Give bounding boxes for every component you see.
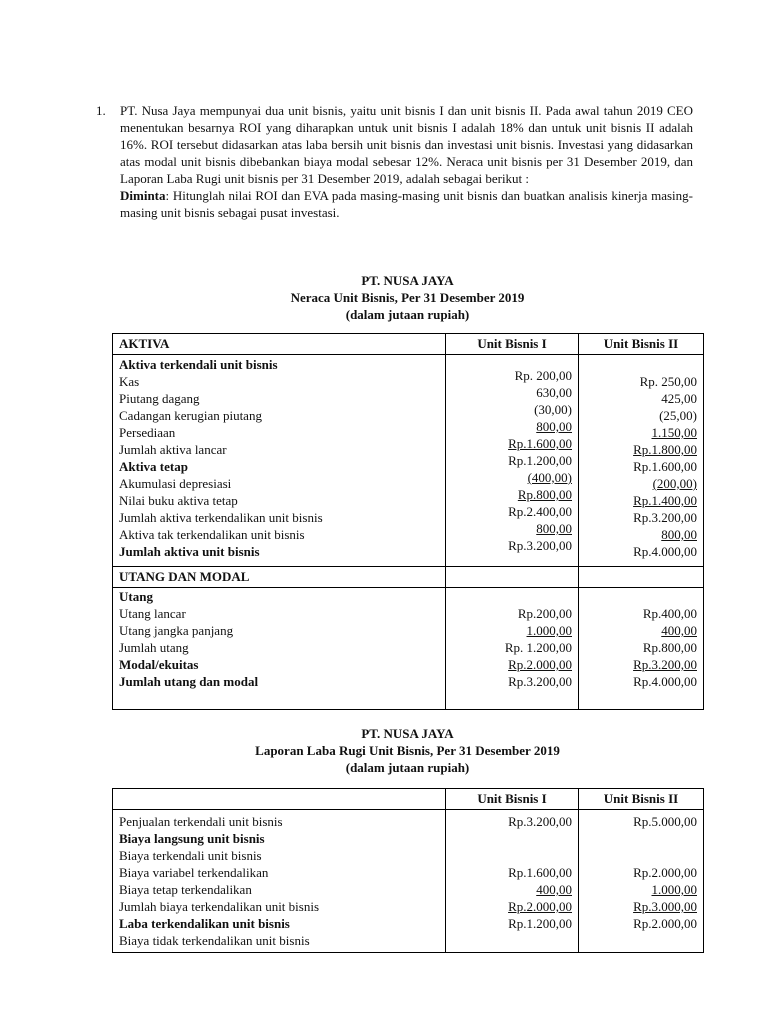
income-value-unit1 (446, 847, 578, 864)
diminta-label: Diminta (120, 188, 166, 203)
balance-sheet-title: Neraca Unit Bisnis, Per 31 Desember 2019 (290, 290, 525, 305)
balance-sheet-unit-note: (dalam jutaan rupiah) (345, 307, 470, 322)
diminta-text: : Hitunglah nilai ROI dan EVA pada masing-masing unit bisnis dan buatkan analisis kinerja masing-masing unit bisnis sebagai pusat investasi. (120, 188, 693, 220)
asset-label: Kas (119, 374, 140, 389)
liability-value-unit2: 400,00 (661, 623, 697, 638)
asset-label: Cadangan kerugian piutang (119, 408, 262, 423)
asset-label: Piutang dagang (119, 391, 200, 406)
col-header-unit2: Unit Bisnis II (579, 789, 704, 810)
income-value-unit2: Rp.2.000,00 (633, 865, 697, 880)
liabilities-header-row (113, 567, 704, 588)
liability-label: Modal/ekuitas (119, 657, 199, 672)
asset-value-unit2: Rp. 250,00 (639, 374, 697, 389)
asset-label: Nilai buku aktiva tetap (119, 493, 238, 508)
asset-label: Jumlah aktiva unit bisnis (119, 544, 260, 559)
liabilities-header: UTANG DAN MODAL (113, 567, 446, 588)
income-label: Biaya terkendali unit bisnis (119, 848, 262, 863)
income-value-unit1 (446, 932, 578, 949)
income-statement-title: Laporan Laba Rugi Unit Bisnis, Per 31 Desember 2019 (255, 743, 560, 758)
income-label: Biaya tetap terkendalikan (119, 882, 252, 897)
asset-value-unit2: (25,00) (659, 408, 697, 423)
liability-value-unit1: Rp.2.000,00 (508, 657, 572, 672)
income-value-unit2 (579, 830, 703, 847)
income-statement-heading (112, 725, 703, 776)
income-value-unit1 (446, 830, 578, 847)
asset-label: Jumlah aktiva lancar (119, 442, 227, 457)
liability-value-unit1: Rp. 1.200,00 (504, 640, 572, 655)
asset-label: Persediaan (119, 425, 176, 440)
income-value-unit2: Rp.2.000,00 (633, 916, 697, 931)
liability-value-unit2: Rp.4.000,00 (633, 674, 697, 689)
asset-value-unit1: Rp.3.200,00 (508, 538, 572, 553)
asset-label: Akumulasi depresiasi (119, 476, 232, 491)
income-value-unit2: 1.000,00 (651, 882, 697, 897)
asset-value-unit2: Rp.1.600,00 (633, 459, 697, 474)
income-label: Laba terkendalikan unit bisnis (119, 916, 290, 931)
asset-value-unit1: Rp.800,00 (517, 487, 572, 502)
problem-text: PT. Nusa Jaya mempunyai dua unit bisnis, yaitu unit bisnis I dan unit bisnis II. Pada awal tahun 2019 CEO menentukan besarnya ROI yang diharapkan untuk unit bisnis I adalah 18% dan untuk unit bisnis II adalah 16%. ROI tersebut didasarkan atas laba bersih unit bisnis dan investasi unit bisnis. Investasi yang didasarkan atas modal unit bisnis dibebankan biaya modal sebesar 12%. Neraca unit bisnis per 31 Desember 2019, dan Laporan Laba Rugi unit bisnis per 31 Desember 2019, adalah sebagai berikut : (120, 103, 693, 186)
asset-value-unit1: Rp.1.200,00 (508, 453, 572, 468)
asset-value-unit2: 425,00 (661, 391, 697, 406)
assets-section (113, 355, 704, 567)
diminta-paragraph (120, 187, 693, 221)
asset-label: Jumlah aktiva terkendalikan unit bisnis (119, 510, 323, 525)
income-statement-body (113, 810, 704, 953)
col-header-unit1: Unit Bisnis I (446, 334, 579, 355)
liability-label: Jumlah utang (119, 640, 189, 655)
income-label: Biaya langsung unit bisnis (119, 831, 265, 846)
problem-number: 1. (96, 103, 106, 118)
income-statement-header-row (113, 789, 704, 810)
col-header-unit2: Unit Bisnis II (579, 334, 704, 355)
income-statement-company: PT. NUSA JAYA (361, 726, 454, 741)
liability-value-unit1: 1.000,00 (526, 623, 572, 638)
income-label: Jumlah biaya terkendalikan unit bisnis (119, 899, 320, 914)
asset-value-unit1: Rp. 200,00 (514, 368, 572, 383)
income-value-unit2: Rp.3.000,00 (633, 899, 697, 914)
asset-label: Aktiva tak terkendalikan unit bisnis (119, 527, 305, 542)
liability-label: Utang (119, 589, 153, 604)
asset-value-unit2: 1.150,00 (651, 425, 697, 440)
problem-statement (96, 102, 693, 221)
liability-value-unit2: Rp.400,00 (642, 606, 697, 621)
liability-label: Utang lancar (119, 606, 186, 621)
asset-value-unit1: (400,00) (527, 470, 572, 485)
income-label: Biaya variabel terkendalikan (119, 865, 269, 880)
asset-value-unit1: 800,00 (536, 521, 572, 536)
income-label: Penjualan terkendali unit bisnis (119, 814, 283, 829)
asset-value-unit2: Rp.1.400,00 (633, 493, 697, 508)
income-statement-table (112, 788, 704, 953)
liability-value-unit1: Rp.3.200,00 (508, 674, 572, 689)
income-value-unit2: Rp.5.000,00 (633, 814, 697, 829)
asset-value-unit2: Rp.1.800,00 (633, 442, 697, 457)
liability-label: Utang jangka panjang (119, 623, 234, 638)
income-value-unit2 (579, 847, 703, 864)
income-value-unit1: Rp.1.600,00 (508, 865, 572, 880)
col-header-aktiva: AKTIVA (113, 334, 446, 355)
liability-value-unit1: Rp.200,00 (517, 606, 572, 621)
liabilities-section (113, 588, 704, 710)
liability-value-unit2: Rp.800,00 (642, 640, 697, 655)
col-header-unit1: Unit Bisnis I (446, 789, 579, 810)
liability-label: Jumlah utang dan modal (119, 674, 259, 689)
income-value-unit1: Rp.2.000,00 (508, 899, 572, 914)
income-value-unit1: Rp.3.200,00 (508, 814, 572, 829)
asset-value-unit1: (30,00) (534, 402, 572, 417)
income-value-unit1: Rp.1.200,00 (508, 916, 572, 931)
balance-sheet-header-row (113, 334, 704, 355)
asset-value-unit1: Rp.1.600,00 (508, 436, 572, 451)
asset-value-unit2: Rp.4.000,00 (633, 544, 697, 559)
asset-value-unit1: 630,00 (536, 385, 572, 400)
income-label: Biaya tidak terkendalikan unit bisnis (119, 933, 310, 948)
income-value-unit1: 400,00 (536, 882, 572, 897)
asset-label: Aktiva terkendali unit bisnis (119, 357, 278, 372)
liability-value-unit2: Rp.3.200,00 (633, 657, 697, 672)
income-statement-unit-note: (dalam jutaan rupiah) (345, 760, 470, 775)
asset-value-unit1: Rp.2.400,00 (508, 504, 572, 519)
balance-sheet-table (112, 333, 704, 710)
balance-sheet-company: PT. NUSA JAYA (361, 273, 454, 288)
asset-value-unit2: Rp.3.200,00 (633, 510, 697, 525)
balance-sheet-heading (112, 272, 703, 323)
asset-value-unit2: 800,00 (661, 527, 697, 542)
asset-value-unit1: 800,00 (536, 419, 572, 434)
asset-value-unit2: (200,00) (652, 476, 697, 491)
asset-label: Aktiva tetap (119, 459, 188, 474)
income-value-unit2 (579, 932, 703, 949)
